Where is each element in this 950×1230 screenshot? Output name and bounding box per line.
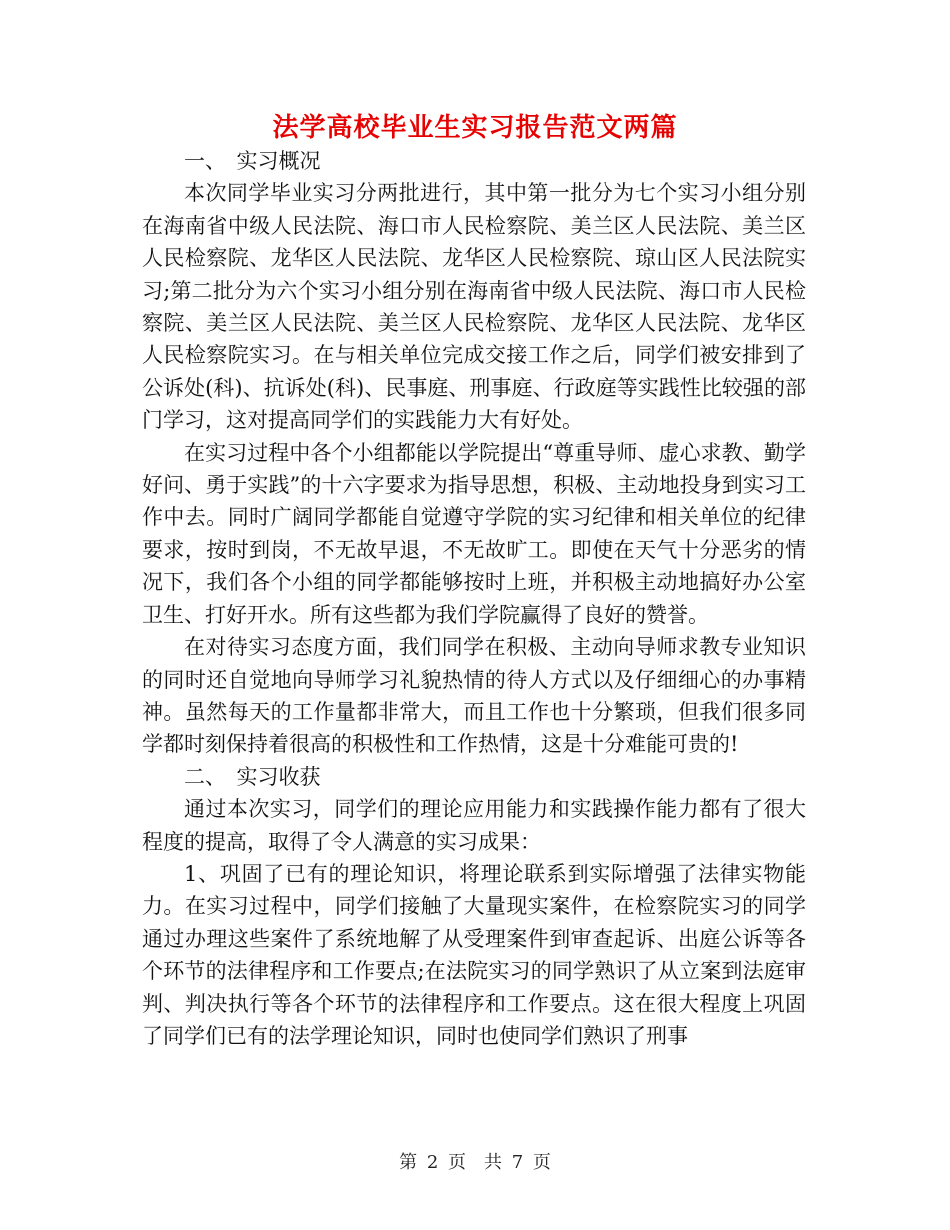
paragraph: 在实习过程中各个小组都能以学院提出“尊重导师、虚心求教、勤学好问、勇于实践”的十六字要求为指导思想，积极、主动地投身到实习工作中去。同时广阔同学都能自觉遵守学院的实习纪律和相关单位的纪律要求，按时到岗，不无故早退，不无故旷工。即使在天气十分恶劣的情况下，我们各个小组的同学都能够按时上班，并积极主动地搞好办公室卫生、打好开水。所有这些都为我们学院赢得了良好的赞誉。	[142, 440, 806, 627]
footer-suffix: 页	[532, 1152, 551, 1173]
document-body	[142, 145, 806, 1052]
footer-page-number: 2	[426, 1152, 439, 1173]
section-heading-overview: 一、 实习概况	[184, 149, 321, 173]
paragraph: 1、巩固了已有的理论知识，将理论联系到实际增强了法律实物能力。在实习过程中，同学们接触了大量现实案件，在检察院实习的同学通过办理这些案件了系统地解了从受理案件到审查起诉、出庭公诉等各个环节的法律程序和工作要点;在法院实习的同学熟识了从立案到法庭审判、判决执行等各个环节的法律程序和工作要点。这在很大程度上巩固了同学们已有的法学理论知识，同时也使同学们熟识了刑事	[142, 861, 806, 1048]
section-heading-gains: 二、 实习收获	[184, 764, 321, 789]
document-title: 法学高校毕业生实习报告范文两篇	[272, 113, 678, 143]
paragraph: 通过本次实习，同学们的理论应用能力和实践操作能力都有了很大程度的提高，取得了令人满意的实习成果：	[142, 797, 806, 854]
footer-prefix: 第	[399, 1152, 418, 1173]
footer-total-pages: 7	[511, 1152, 524, 1173]
paragraph: 在对待实习态度方面，我们同学在积极、主动向导师求教专业知识的同时还自觉地向导师学习礼貌热情的待人方式以及仔细细心的办事精神。虽然每天的工作量都非常大，而且工作也十分繁琐，但我们很多同学都时刻保持着很高的积极性和工作热情，这是十分难能可贵的!	[142, 635, 806, 757]
page-footer	[0, 1150, 950, 1176]
footer-middle: 页 共	[448, 1152, 502, 1173]
paragraph: 本次同学毕业实习分两批进行，其中第一批分为七个实习小组分别在海南省中级人民法院、海口市人民检察院、美兰区人民法院、美兰区人民检察院、龙华区人民法院、龙华区人民检察院、琼山区人民法院实习;第二批分为六个实习小组分别在海南省中级人民法院、海口市人民检察院、美兰区人民法院、美兰区人民检察院、龙华区人民法院、龙华区人民检察院实习。在与相关单位完成交接工作之后，同学们被安排到了公诉处(科)、抗诉处(科)、民事庭、刑事庭、行政庭等实践性比较强的部门学习，这对提高同学们的实践能力大有好处。	[142, 181, 806, 433]
